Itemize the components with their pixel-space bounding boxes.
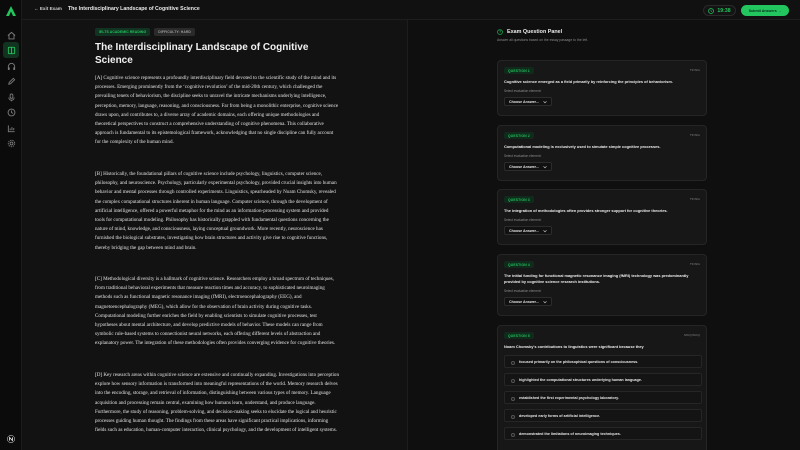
passage-tags [95, 28, 195, 36]
chevron-down-icon [543, 100, 547, 104]
panel-title: Exam Question Panel [507, 29, 563, 35]
radio-icon [511, 433, 515, 437]
option-1[interactable] [504, 355, 702, 368]
chevron-down-icon [543, 229, 547, 233]
question-card-2 [497, 125, 707, 181]
clock-icon[interactable] [3, 104, 19, 120]
question-hint: Select evaluation element: [504, 289, 542, 293]
paragraph-a: [A] Cognitive science represents a profoundly interdisciplinary field devoted to the scientific study of the mind and its processes. Emerging prominently from the ‘cognitive revolution’ of the mid-20th century, which challenged the prevailing tenets of behaviorism, the discipline seeks to unravel the intricate mechanisms underlying intelligence, perception, memory, language, reasoning, and consciousness. Far from being a monolithic enterprise, cognitive science draws upon, and contributes to, a diverse array of academic domains, each offering unique methodologies and theoretical perspectives to construct a comprehensive understanding of cognitive phenomena. This collaborative approach is fundamental to its epistemological framework, acknowledging that no single discipline can fully account for the complexity of the human mind. [95, 75, 339, 146]
reading-passage [22, 20, 408, 450]
question-text: Cognitive science emerged as a field primarily by reinforcing the principles of behaviorism. [504, 79, 673, 84]
timer-clock-icon [708, 8, 714, 14]
chart-icon[interactable] [3, 120, 19, 136]
option-label: demonstrated the limitations of neuroimaging techniques. [519, 432, 621, 436]
question-text: The initial funding for functional magnetic resonance imaging (fMRI) technology was predominantly provided by cognitive science research institutions. [504, 273, 689, 284]
question-label: QUESTION 4 [504, 261, 534, 268]
panel-subtitle: Answer all questions based on the essay passage to the left. [497, 38, 589, 42]
pencil-icon[interactable] [3, 73, 19, 89]
question-text: Computational modeling is exclusively used to simulate simple cognitive processes. [504, 144, 661, 149]
paragraph-d: [D] Key research areas within cognitive science are extensive and continually expanding. Investigations into perception explore how sensory information is transformed into meaningful representations of the world. Memory research delves into the encoding, storage, and retrieval of information, distinguishing between various types of memory. Language acquisition and processing remain central, examining how humans learn, understand, and produce language. Furthermore, the study of reasoning, problem-solving, and decision-making seeks to elucidate the logical and heuristic processes guiding human thought. The findings from these areas have significant practical implications, informing fields such as education, human-computer interaction, clinical psychology, and the development of intelligent systems. [95, 372, 339, 434]
tag-difficulty: DIFFICULTY: HARD [154, 28, 195, 36]
book-icon[interactable] [3, 42, 19, 58]
select-value: Choose Answer... [509, 299, 539, 304]
select-value: Choose Answer... [509, 228, 539, 233]
option-label: focused primarily on the philosophical questions of consciousness. [519, 360, 639, 364]
question-hint: Select evaluation element: [504, 89, 542, 93]
question-label: QUESTION 5 [504, 332, 534, 339]
question-card-1 [497, 60, 707, 116]
select-value: Choose Answer... [509, 164, 539, 169]
question-panel [408, 20, 800, 450]
chevron-down-icon [543, 165, 547, 169]
option-2[interactable] [504, 373, 702, 386]
question-type: TF/NG [690, 262, 700, 266]
panel-header [497, 29, 562, 35]
radio-icon [511, 379, 515, 383]
question-label: QUESTION 1 [504, 67, 534, 74]
timer [703, 5, 736, 16]
option-label: established the first experimental psychology laboratory. [519, 396, 619, 400]
question-label: QUESTION 2 [504, 132, 534, 139]
answer-select-2[interactable] [504, 162, 552, 171]
timer-value: 19:38 [717, 7, 731, 14]
option-3[interactable] [504, 391, 702, 404]
exam-title: The Interdisciplinary Landscape of Cognitive Science [68, 6, 200, 12]
question-type: TF/NG [690, 197, 700, 201]
settings-icon[interactable] [3, 135, 19, 151]
exit-exam-button[interactable]: ← Exit Exam [34, 6, 62, 11]
question-type: TF/NG [690, 133, 700, 137]
radio-icon [511, 361, 515, 365]
question-type: MCQ/SCQ [684, 333, 700, 337]
question-hint: Select evaluation element: [504, 154, 542, 158]
profile-badge[interactable] [3, 432, 19, 446]
question-hint: Select evaluation element: [504, 218, 542, 222]
question-card-5 [497, 325, 707, 450]
option-label: developed early forms of artificial intelligence. [519, 414, 601, 418]
microphone-icon[interactable] [3, 89, 19, 105]
top-bar [22, 0, 800, 20]
passage-title: The Interdisciplinary Landscape of Cognitive Science [95, 42, 309, 66]
question-card-4 [497, 254, 707, 316]
answer-select-3[interactable] [504, 226, 552, 235]
question-type: TF/NG [690, 68, 700, 72]
answer-select-4[interactable] [504, 297, 552, 306]
option-4[interactable] [504, 409, 702, 422]
left-rail [0, 0, 22, 450]
paragraph-c: [C] Methodological diversity is a hallmark of cognitive science. Researchers employ a broad spectrum of techniques, from traditional behavioral experiments that measure reaction times and accuracy, to sophisticated neuroimaging methods such as functional magnetic resonance imaging (fMRI), electroencephalography (EEG), and magnetoencephalography (MEG), which allow for the observation of brain activity during cognitive tasks. Computational modeling further enriches the field by enabling scientists to simulate cognitive processes, test hypotheses about mental architecture, and develop predictive models of behavior. These models can range from symbolic rule-based systems to connectionist neural networks, each offering different levels of abstraction and explanatory power. The integration of these methodologies often provides converging evidence for cognitive theories. [95, 276, 336, 347]
question-text: Noam Chomsky's contributions to linguistics were significant because they [504, 344, 644, 349]
headphones-icon[interactable] [3, 58, 19, 74]
question-card-3 [497, 189, 707, 245]
select-value: Choose Answer... [509, 99, 539, 104]
tag-reading: IELTS ACADEMIC READING [95, 28, 150, 36]
radio-icon [511, 397, 515, 401]
chevron-down-icon [543, 300, 547, 304]
submit-answers-button[interactable]: Submit Answers → [741, 5, 789, 16]
radio-icon [511, 415, 515, 419]
question-text: The integration of methodologies often provides stronger support for cognitive theories. [504, 208, 668, 213]
paragraph-b: [B] Historically, the foundational pillars of cognitive science include psychology, linguistics, computer science, philosophy, and neuroscience. Psychology, particularly experimental psychology, provided crucial insights into human behavior and mental processes through controlled experiments. Linguistics, spearheaded by Noam Chomsky, revealed the complex computational structures inherent in human language. Computer science, through the development of artificial intelligence, offered a powerful metaphor for the mind as an information-processing system and provided tools for computational modeling. Philosophy has historically grappled with fundamental questions concerning the nature of mind, knowledge, and consciousness, laying conceptual groundwork. More recently, neuroscience has furnished the biological substrates, investigating how brain structures and activity give rise to cognitive functions, thereby bridging the gap between mind and brain. [95, 171, 337, 251]
answer-select-1[interactable] [504, 97, 552, 106]
n-logo-icon [7, 435, 15, 443]
question-label: QUESTION 3 [504, 196, 534, 203]
help-circle-icon [497, 29, 503, 35]
option-5[interactable] [504, 427, 702, 440]
option-label: highlighted the computational structures underlying human language. [519, 378, 642, 382]
app-logo-icon [5, 5, 17, 17]
home-icon[interactable] [3, 27, 19, 43]
